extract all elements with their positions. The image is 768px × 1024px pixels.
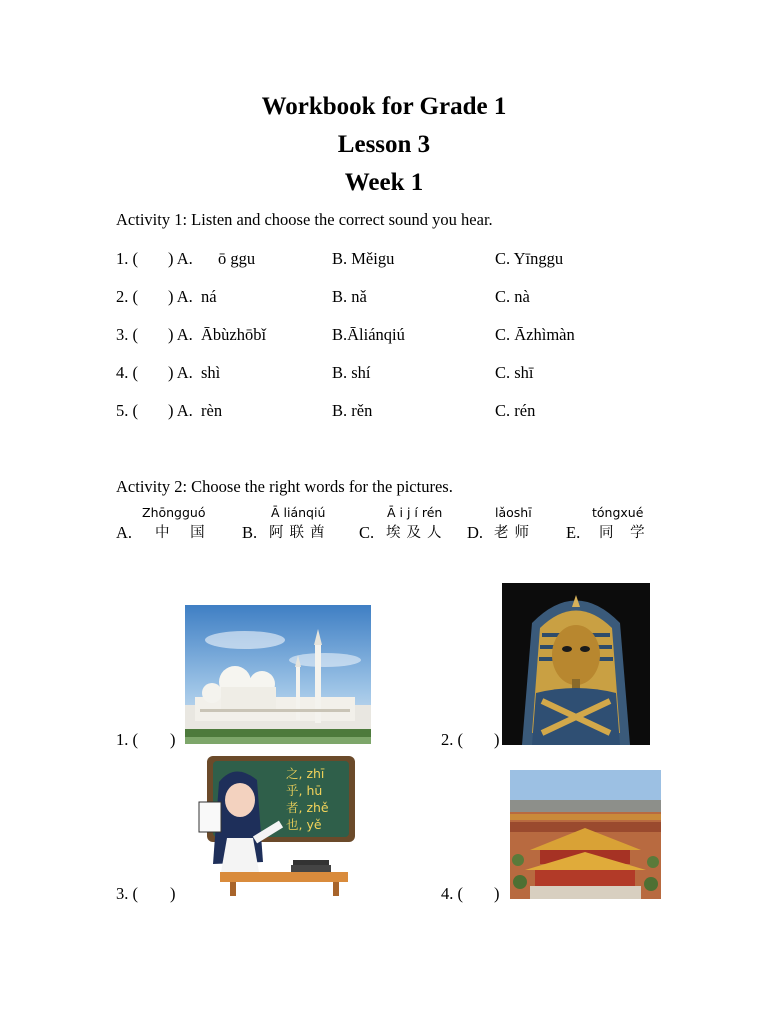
option-a-label: ) A. <box>168 325 193 344</box>
hanzi-e: 同 学 <box>599 525 651 541</box>
option-letter-d: D. <box>467 523 484 542</box>
picture-1-answer-close: ) <box>170 730 176 749</box>
option-a: Ābùzhōbǐ <box>201 325 267 344</box>
option-b: B. Měigu <box>332 249 395 268</box>
activity-1-instruction: Activity 1: Listen and choose the correct sound you hear. <box>116 210 493 229</box>
activity-2-instruction: Activity 2: Choose the right words for the pictures. <box>116 477 453 496</box>
option-c: C. shī <box>495 363 534 382</box>
option-letter-a: A. <box>116 523 133 542</box>
pinyin-d: lǎoshī <box>495 505 532 520</box>
pinyin-b: Ā liánqiú <box>271 505 326 520</box>
hanzi-d: 老师 <box>494 525 535 541</box>
pharaoh-mask-image <box>502 583 650 745</box>
question-number: 5. ( <box>116 401 138 420</box>
hanzi-b: 阿联酋 <box>269 525 331 541</box>
option-c: C. Āzhìmàn <box>495 325 575 344</box>
option-a: shì <box>201 363 221 382</box>
board-text-2: 乎, hū <box>286 783 323 798</box>
question-number: 2. ( <box>116 287 138 306</box>
option-b: B.Āliánqiú <box>332 325 405 344</box>
option-letter-c: C. <box>359 523 375 542</box>
picture-1-number: 1. ( <box>116 730 138 749</box>
picture-4-answer-close: ) <box>494 884 500 903</box>
board-text-3: 者, zhě <box>286 800 329 815</box>
option-a: rèn <box>201 401 223 420</box>
question-number: 3. ( <box>116 325 138 344</box>
board-text-1: 之, zhī <box>286 766 325 781</box>
forbidden-city-image <box>510 770 661 899</box>
board-text-4: 也, yě <box>286 817 322 832</box>
lesson-title: Lesson 3 <box>337 131 431 158</box>
hanzi-a: 中 国 <box>155 525 213 541</box>
option-b: B. rěn <box>332 401 373 420</box>
option-a-label: ) A. <box>168 249 193 268</box>
option-a-label: ) A. <box>168 363 193 382</box>
option-b: B. nǎ <box>332 287 367 306</box>
worksheet-title: Workbook for Grade 1 <box>261 93 507 120</box>
mosque-image <box>185 605 371 744</box>
option-c: C. rén <box>495 401 536 420</box>
picture-2-answer-close: ) <box>494 730 500 749</box>
option-c: C. nà <box>495 287 530 306</box>
option-b: B. shí <box>332 363 371 382</box>
picture-3-answer-close: ) <box>170 884 176 903</box>
picture-2-number: 2. ( <box>441 730 463 749</box>
pinyin-e: tóngxué <box>592 505 644 520</box>
option-a-label: ) A. <box>168 401 193 420</box>
option-letter-b: B. <box>242 523 258 542</box>
option-a: ō ggu <box>218 249 256 268</box>
teacher-cartoon-image <box>185 752 370 900</box>
option-letter-e: E. <box>566 523 581 542</box>
week-title: Week 1 <box>344 169 424 196</box>
option-a-label: ) A. <box>168 287 193 306</box>
question-number: 4. ( <box>116 363 138 382</box>
question-number: 1. ( <box>116 249 138 268</box>
picture-4-number: 4. ( <box>441 884 463 903</box>
picture-3-number: 3. ( <box>116 884 138 903</box>
pinyin-a: Zhōngguó <box>142 505 206 520</box>
pinyin-c: Ā i j í rén <box>387 505 443 520</box>
hanzi-c: 埃及人 <box>386 525 448 541</box>
option-a: ná <box>201 287 217 306</box>
option-c: C. Yīnggu <box>495 249 564 268</box>
